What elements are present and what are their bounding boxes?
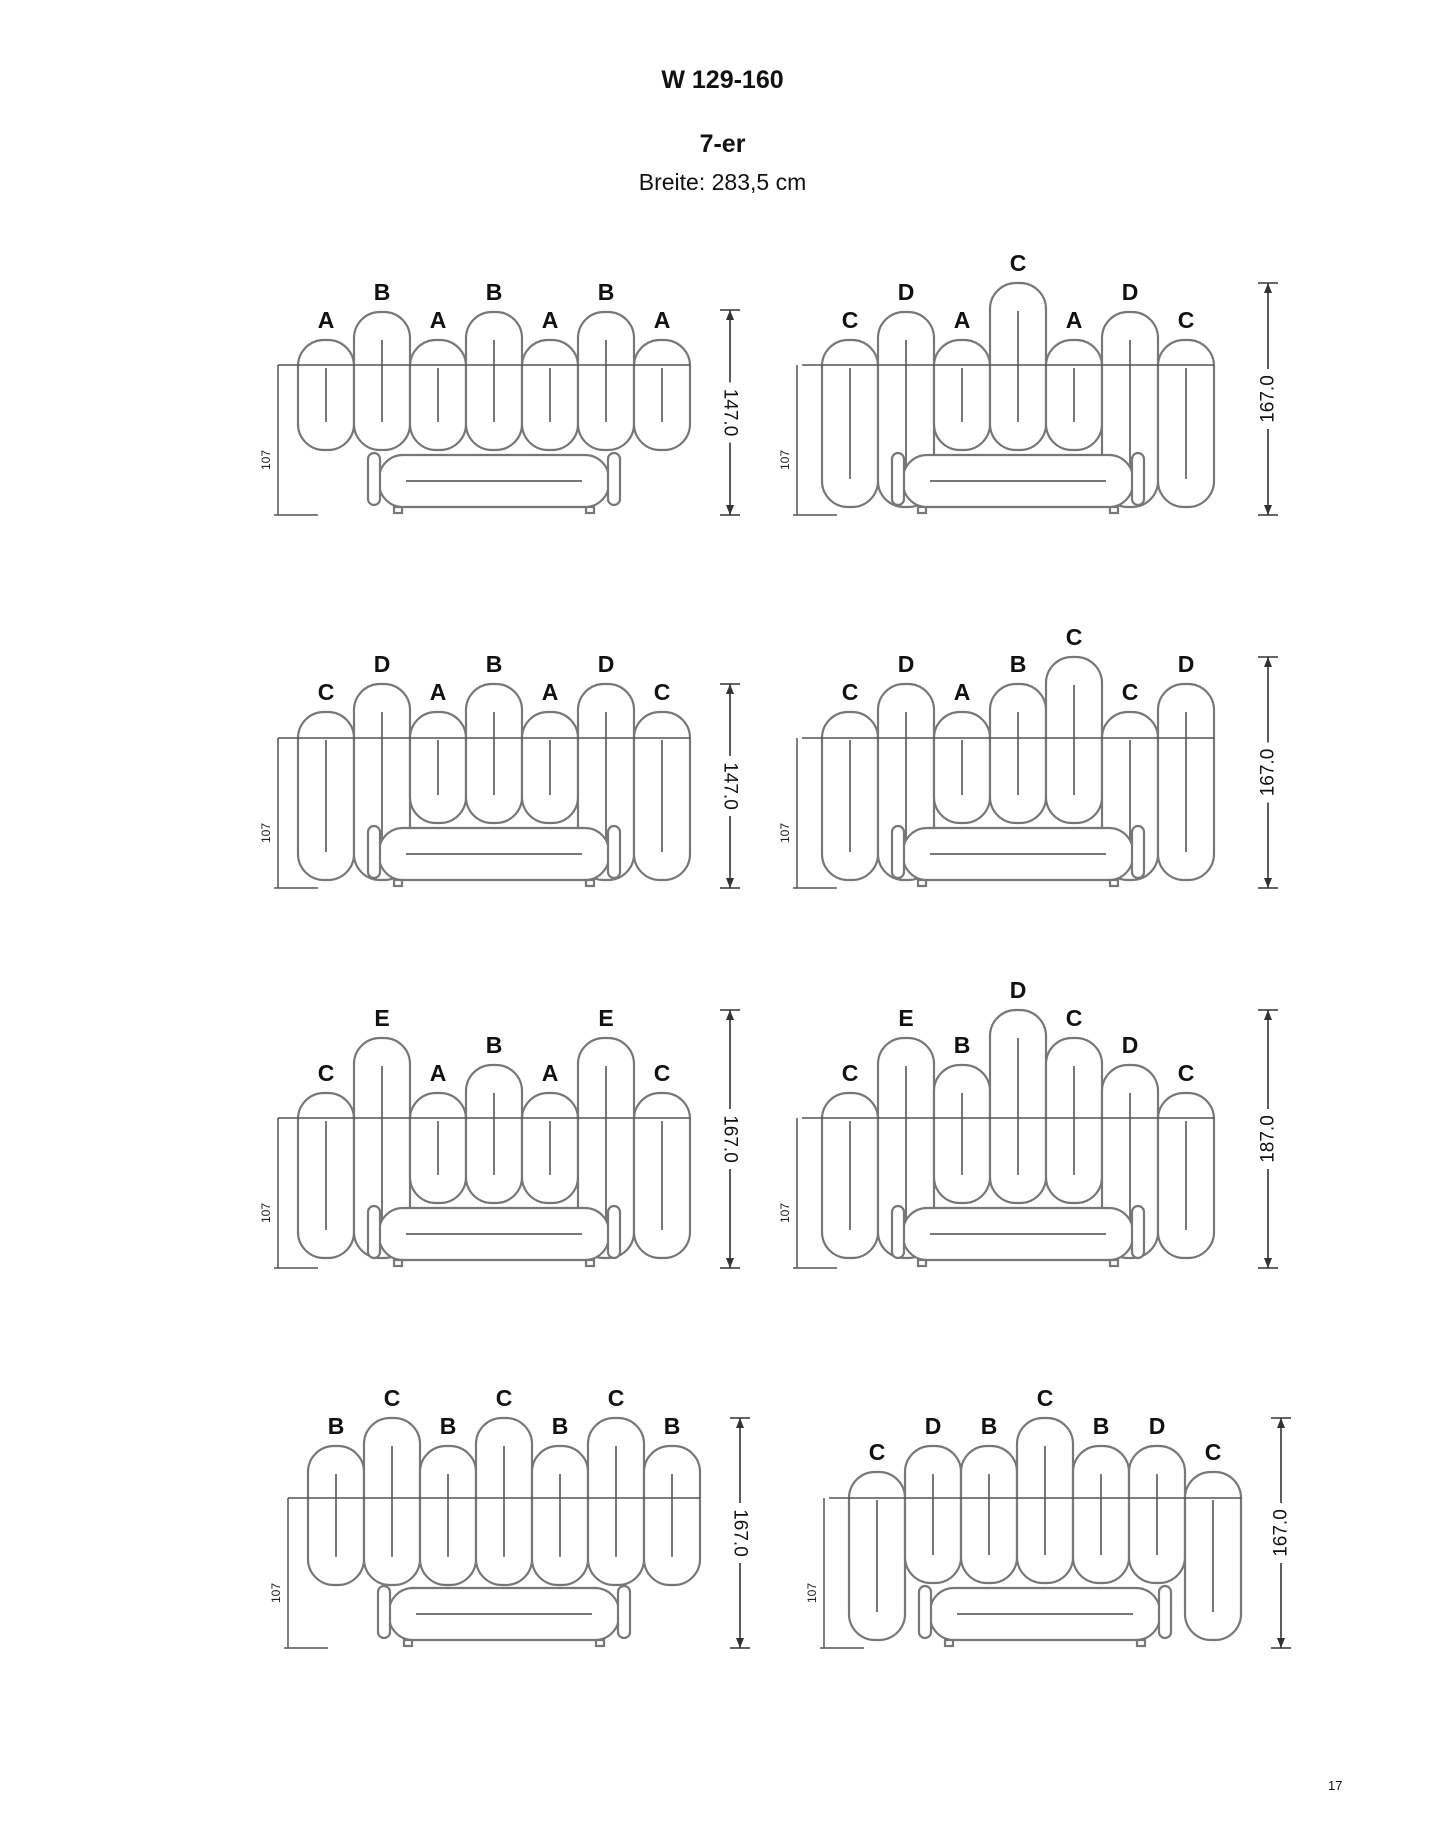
panel-label: C xyxy=(607,1385,625,1411)
sofa-diagram-7 xyxy=(269,1385,752,1648)
arrow-head-top xyxy=(1264,657,1272,667)
panel-label: A xyxy=(541,307,559,333)
panel-label: C xyxy=(495,1385,513,1411)
panel-label: C xyxy=(317,679,335,705)
sofa-diagram-6 xyxy=(778,977,1280,1268)
panel-label: B xyxy=(663,1413,681,1439)
panel-label: A xyxy=(429,679,447,705)
width-spec: Breite: 283,5 cm xyxy=(638,169,807,195)
panel-label: B xyxy=(1009,651,1027,677)
panel-label: A xyxy=(541,1060,559,1086)
panel-label: C xyxy=(1121,679,1139,705)
sofa-arm-left xyxy=(892,453,904,505)
height-dimension-label: 167.0 xyxy=(1270,1509,1292,1557)
height-dimension-label: 167.0 xyxy=(1257,748,1279,797)
seat-height-label: 107 xyxy=(778,822,792,843)
height-dimension-label: 167.0 xyxy=(719,1115,741,1163)
sofa-foot xyxy=(586,1260,594,1266)
panel-label: A xyxy=(653,307,671,333)
panel-label: C xyxy=(1177,307,1195,333)
panel-label: C xyxy=(653,679,671,705)
seat-height-label: 107 xyxy=(259,449,273,470)
sofa-foot xyxy=(394,880,402,886)
sofa-diagram-5 xyxy=(259,1005,742,1268)
panel-label: C xyxy=(841,679,859,705)
sofa-foot xyxy=(1110,880,1118,886)
panel-label: B xyxy=(1092,1413,1110,1439)
arrow-head-bottom xyxy=(736,1638,744,1648)
height-dimension-label: 147.0 xyxy=(719,388,741,437)
arrow-head-top xyxy=(736,1418,744,1428)
panel-label: B xyxy=(373,279,391,305)
page-number: 17 xyxy=(1328,1778,1343,1793)
panel-label: B xyxy=(551,1413,569,1439)
panel-label: A xyxy=(953,307,971,333)
arrow-head-bottom xyxy=(726,505,734,515)
sofa-arm-right xyxy=(1132,453,1144,505)
panel-label: D xyxy=(897,651,915,677)
sofa-diagram-3 xyxy=(259,651,742,888)
page-title: W 129-160 xyxy=(661,66,784,94)
sofa-arm-left xyxy=(368,453,380,505)
arrow-head-bottom xyxy=(726,878,734,888)
arrow-head-top xyxy=(1277,1418,1285,1428)
sofa-foot xyxy=(404,1640,412,1646)
sofa-arm-left xyxy=(368,826,380,878)
panel-label: C xyxy=(841,1060,859,1086)
arrow-head-top xyxy=(726,1010,734,1020)
arrow-head-bottom xyxy=(1264,878,1272,888)
sofa-arm-left xyxy=(892,1206,904,1258)
panel-label: D xyxy=(924,1413,942,1439)
sofa-foot xyxy=(586,880,594,886)
sofa-diagram-4 xyxy=(778,624,1280,888)
panel-label: E xyxy=(374,1005,390,1031)
sofa-diagram-1 xyxy=(259,279,742,515)
panel-label: B xyxy=(327,1413,345,1439)
panel-label: D xyxy=(1009,977,1027,1003)
panel-label: E xyxy=(598,1005,614,1031)
panel-label: B xyxy=(953,1032,971,1058)
height-dimension-label: 147.0 xyxy=(719,762,741,810)
panel-label: A xyxy=(317,307,335,333)
sofa-diagram-8 xyxy=(805,1385,1293,1648)
panel-label: D xyxy=(1121,279,1139,305)
sofa-arm-right xyxy=(618,1586,630,1638)
seat-height-label: 107 xyxy=(778,449,792,470)
panel-label: A xyxy=(429,307,447,333)
sofa-foot xyxy=(918,1260,926,1266)
panel-label: A xyxy=(541,679,559,705)
sofa-arm-right xyxy=(1159,1586,1171,1638)
panel-label: A xyxy=(1065,307,1083,333)
sofa-arm-left xyxy=(919,1586,931,1638)
panel-label: B xyxy=(485,651,503,677)
panel-label: C xyxy=(841,307,859,333)
panel-label: B xyxy=(439,1413,457,1439)
panel-label: B xyxy=(597,279,615,305)
height-dimension-label: 167.0 xyxy=(729,1509,751,1557)
panel-label: D xyxy=(597,651,615,677)
height-dimension-label: 167.0 xyxy=(1257,375,1279,423)
arrow-head-bottom xyxy=(726,1258,734,1268)
panel-label: C xyxy=(1036,1385,1054,1411)
seat-height-label: 107 xyxy=(259,1202,273,1223)
arrow-head-top xyxy=(726,310,734,320)
panel-label: A xyxy=(953,679,971,705)
seat-height-label: 107 xyxy=(778,1202,792,1223)
panel-label: C xyxy=(317,1060,335,1086)
sofa-arm-right xyxy=(608,1206,620,1258)
panel-label: D xyxy=(897,279,915,305)
sofa-arm-right xyxy=(608,453,620,505)
sofa-foot xyxy=(596,1640,604,1646)
page-subtitle: 7-er xyxy=(699,130,746,158)
sofa-arm-right xyxy=(1132,1206,1144,1258)
arrow-head-bottom xyxy=(1264,1258,1272,1268)
panel-label: D xyxy=(1148,1413,1166,1439)
arrow-head-bottom xyxy=(1277,1638,1285,1648)
sofa-arm-left xyxy=(378,1586,390,1638)
sofa-foot xyxy=(945,1640,953,1646)
panel-label: C xyxy=(1065,1005,1083,1031)
panel-label: E xyxy=(898,1005,914,1031)
panel-label: A xyxy=(429,1060,447,1086)
sofa-arm-left xyxy=(368,1206,380,1258)
seat-height-label: 107 xyxy=(259,822,273,843)
sofa-foot xyxy=(1137,1640,1145,1646)
panel-label: D xyxy=(1121,1032,1139,1058)
sofa-foot xyxy=(1110,507,1118,513)
sofa-foot xyxy=(586,507,594,513)
arrow-head-top xyxy=(1264,1010,1272,1020)
sofa-foot xyxy=(394,507,402,513)
sofa-foot xyxy=(918,507,926,513)
seat-height-label: 107 xyxy=(269,1582,283,1603)
panel-label: D xyxy=(1177,651,1195,677)
panel-label: B xyxy=(980,1413,998,1439)
panel-label: C xyxy=(1065,624,1083,650)
panel-label: B xyxy=(485,279,503,305)
panel-label: B xyxy=(485,1032,503,1058)
panel-label: C xyxy=(1177,1060,1195,1086)
arrow-head-top xyxy=(1264,283,1272,293)
panel-label: D xyxy=(373,651,391,677)
panel-label: C xyxy=(868,1439,886,1465)
sofa-foot xyxy=(1110,1260,1118,1266)
panel-label: C xyxy=(653,1060,671,1086)
arrow-head-bottom xyxy=(1264,505,1272,515)
sofa-arm-left xyxy=(892,826,904,878)
sofa-arm-right xyxy=(608,826,620,878)
sofa-foot xyxy=(918,880,926,886)
panel-label: C xyxy=(1204,1439,1222,1465)
panel-label: C xyxy=(1009,250,1027,276)
sofa-foot xyxy=(394,1260,402,1266)
arrow-head-top xyxy=(726,684,734,694)
panel-label: C xyxy=(383,1385,401,1411)
height-dimension-label: 187.0 xyxy=(1257,1115,1279,1163)
sofa-diagram-2 xyxy=(778,250,1280,515)
sofa-arm-right xyxy=(1132,826,1144,878)
seat-height-label: 107 xyxy=(805,1582,819,1603)
